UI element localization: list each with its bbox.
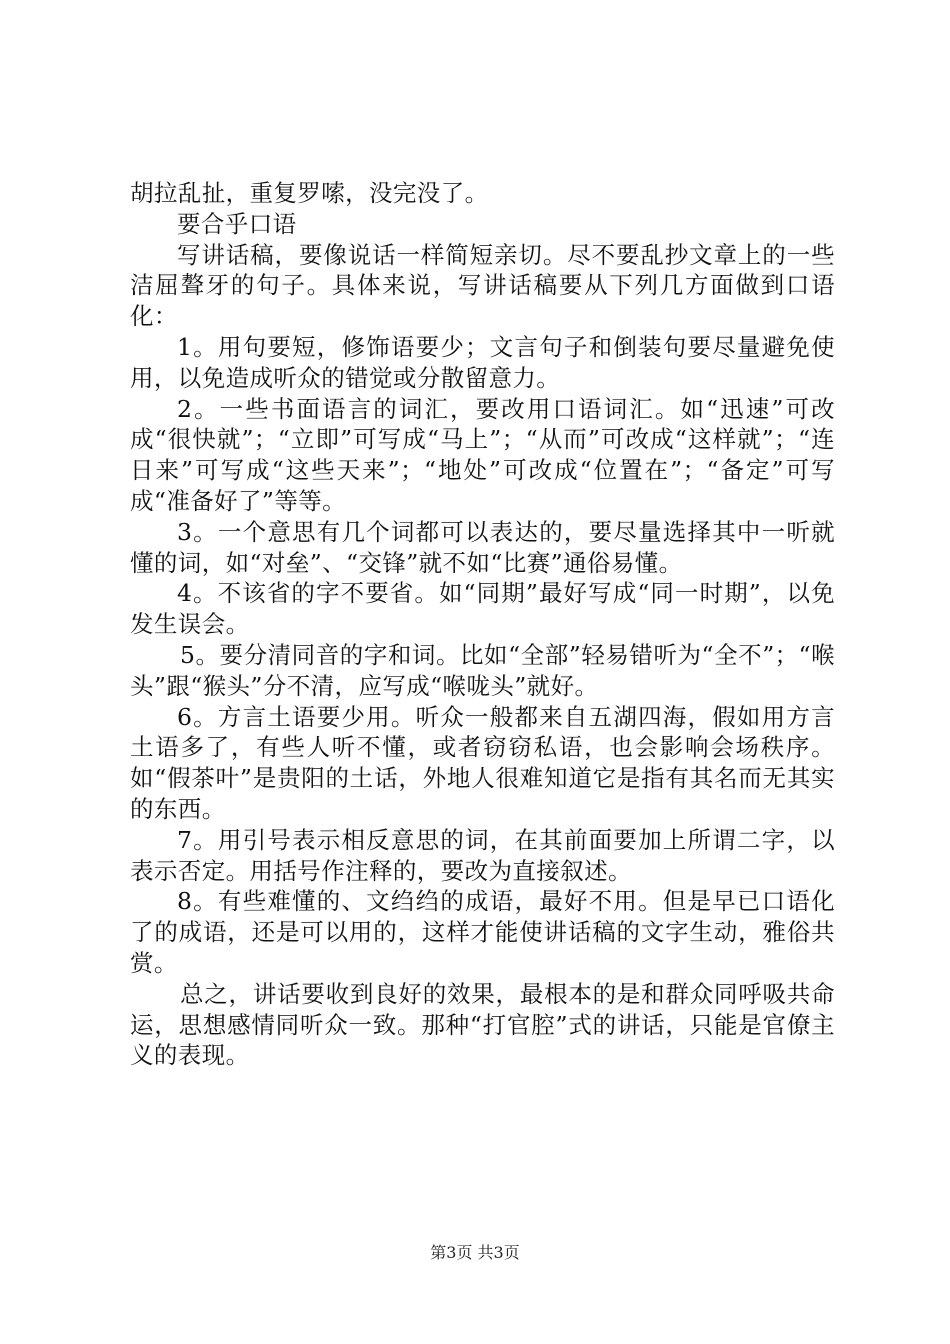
list-item-6: 6。方言土语要少用。听众一般都来自五湖四海，假如用方言土语多了，有些人听不懂，或者窃窃私语，也会影响会场秩序。如“假茶叶”是贵阳的土话，外地人很难知道它是指有其名而无其实的东西。 <box>130 702 835 823</box>
paragraph-conclusion: 总之，讲话要收到良好的效果，最根本的是和群众同呼吸共命运，思想感情同听众一致。那种“打官腔”式的讲话，只能是官僚主义的表现。 <box>130 979 835 1070</box>
list-item-1: 1。用句要短，修饰语要少；文言句子和倒装句要尽量避免使用，以免造成听众的错觉或分散留意力。 <box>130 332 835 392</box>
list-item-8: 8。有些难懂的、文绉绉的成语，最好不用。但是早已口语化了的成语，还是可以用的，这样才能使讲话稿的文字生动，雅俗共赏。 <box>130 887 835 977</box>
list-item-5: 5。要分清同音的字和词。比如“全部”轻易错听为“全不”；“喉头”跟“猴头”分不清，应写成“喉咙头”就好。 <box>130 640 835 700</box>
section-heading: 要合乎口语 <box>177 209 297 238</box>
list-item-2: 2。一些书面语言的词汇，要改用口语词汇。如“迅速”可改成“很快就”；“立即”可写成“马上”；“从而”可改成“这样就”；“连日来”可写成“这些天来”；“地处”可改成“位置在”；“备定”可写成“准备好了”等等。 <box>130 394 835 515</box>
paragraph-intro: 写讲话稿，要像说话一样简短亲切。尽不要乱抄文章上的一些洁屈聱牙的句子。具体来说，写讲话稿要从下列几方面做到口语化： <box>130 240 835 331</box>
document-body <box>130 178 835 1071</box>
list-item-7: 7。用引号表示相反意思的词，在其前面要加上所谓二字，以表示否定。用括号作注释的，要改为直接叙述。 <box>130 825 835 885</box>
page-number-footer: 第3页 共3页 <box>430 1243 520 1262</box>
list-item-3: 3。一个意思有几个词都可以表达的，要尽量选择其中一听就懂的词，如“对垒”、“交锋”就不如“比赛”通俗易懂。 <box>130 517 835 577</box>
paragraph-continuation: 胡拉乱扯，重复罗嗦，没完没了。 <box>130 179 489 207</box>
list-item-4: 4。不该省的字不要省。如“同期”最好写成“同一时期”，以免发生误会。 <box>130 579 835 639</box>
